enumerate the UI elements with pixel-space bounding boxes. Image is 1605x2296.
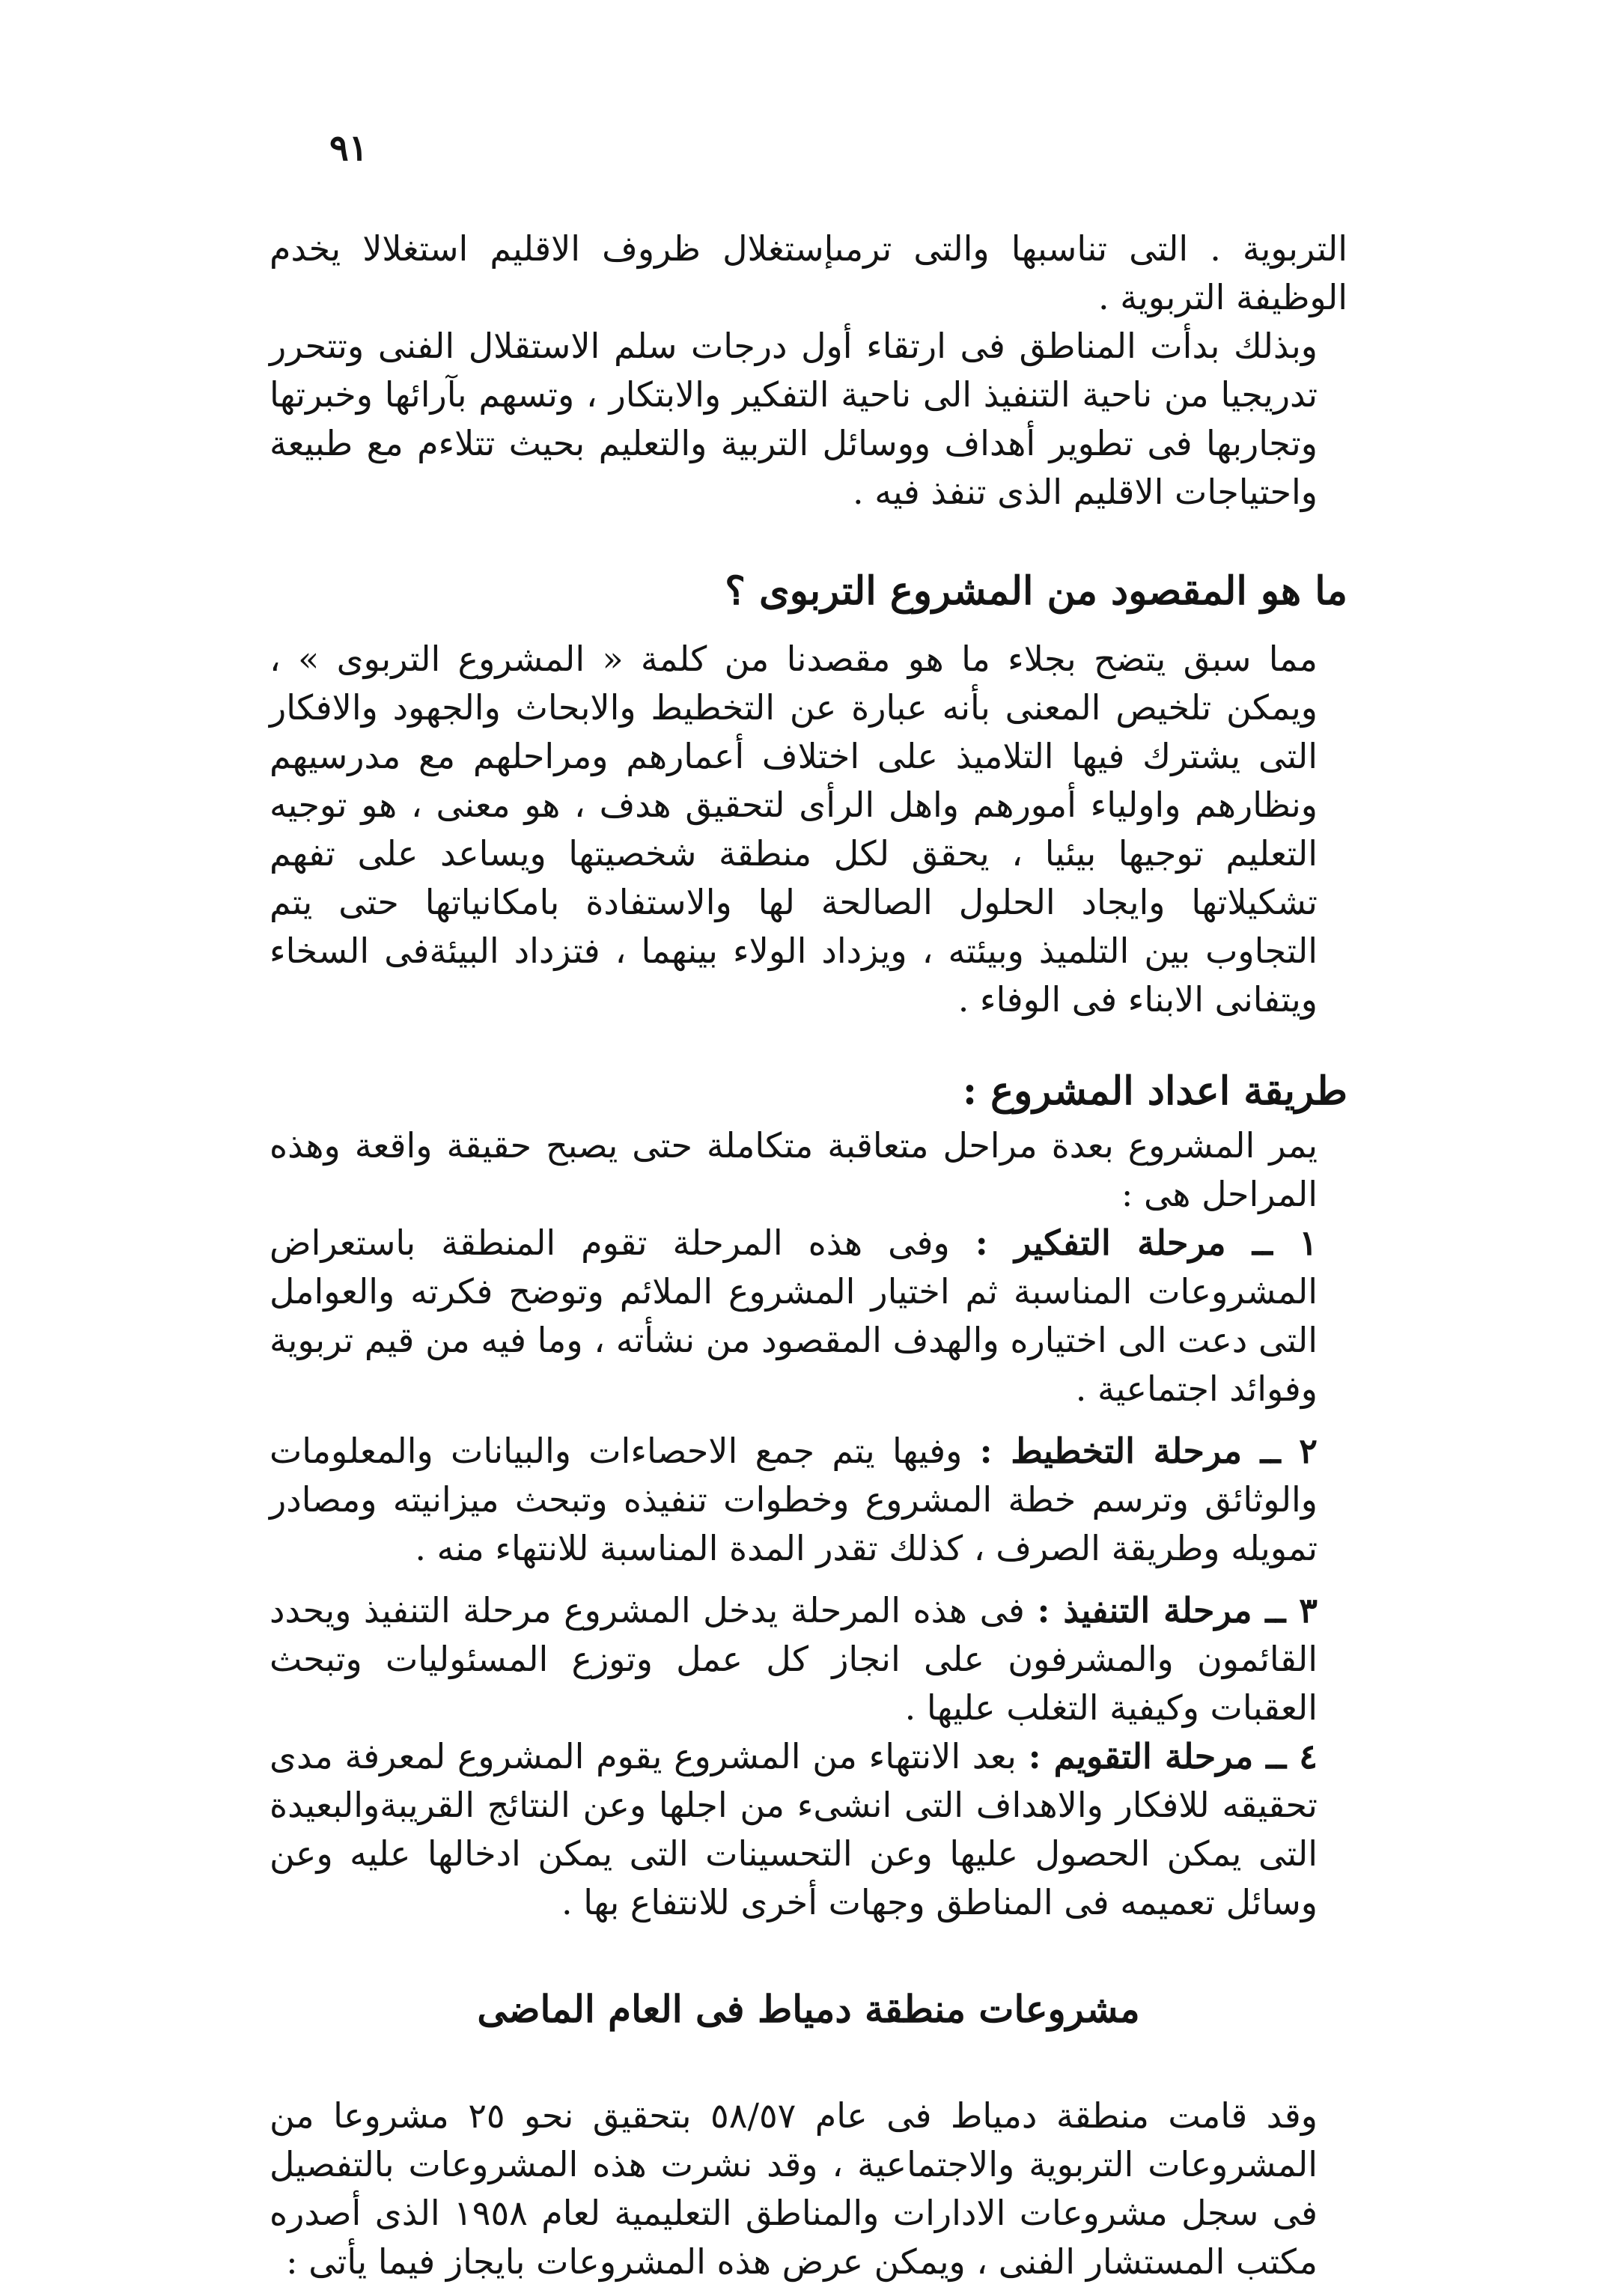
page-number: ٩١ bbox=[329, 127, 368, 169]
stage-label: ٢ ــ مرحلة التخطيط : bbox=[979, 1431, 1318, 1471]
stage-text: وفيها يتم جمع الاحصاءات والبيانات والمعلومات والوثائق وترسم خطة المشروع وخطوات تنفيذه وتبحث ميزانيته ومصادر تمويله وطريقة الصرف ، كذلك تقدر المدة المناسبة للانتهاء منه . bbox=[269, 1431, 1318, 1568]
intro-paragraph-2: وبذلك بدأت المناطق فى ارتقاء أول درجات سلم الاستقلال الفنى وتتحرر تدريجيا من ناحية التنفيذ الى ناحية التفكير والابتكار ، وتسهم بآرائها وخبرتها وتجاربها فى تطوير أهداف ووسائل التربية والتعليم بحيث تتلاءم مع طبيعة واحتياجات الاقليم الذى تنفذ فيه . bbox=[269, 326, 1318, 512]
document-page bbox=[269, 120, 1347, 2282]
intro-paragraph-1: التربوية . التى تناسبها والتى ترمىإستغلال ظروف الاقليم استغلالا يخدم الوظيفة التربوية . bbox=[269, 228, 1347, 317]
stage-thinking bbox=[269, 1219, 1347, 1413]
stage-planning bbox=[269, 1427, 1347, 1573]
question-body: مما سبق يتضح بجلاء ما هو مقصدنا من كلمة « المشروع التربوى » ، ويمكن تلخيص المعنى بأنه عبارة عن التخطيط والابحاث والجهود والافكار التى يشترك فيها التلاميذ على اختلاف أعمارهم ومراحلهم مع مدرسيهم ونظارهم واولياء أمورهم واهل الرأى لتحقيق هدف ، هو معنى ، هو توجيه التعليم توجيها بيئيا ، يحقق لكل منطقة شخصيتها ويساعد على تفهم تشكيلاتها وايجاد الحلول الصالحة لها والاستفادة بامكانياتها حتى يتم التجاوب بين التلميذ وبيئته ، ويزداد الولاء بينهما ، فتزداد البيئةفى السخاء ويتفانى الابناء فى الوفاء . bbox=[269, 639, 1318, 1020]
stage-text: وفى هذه المرحلة تقوم المنطقة باستعراض المشروعات المناسبة ثم اختيار المشروع الملائم وتوضح فكرته والعوامل التى دعت الى اختياره والهدف المقصود من نشأته ، وما فيه من قيم تربوية وفوائد اجتماعية . bbox=[269, 1222, 1318, 1409]
stage-text: فى هذه المرحلة يدخل المشروع مرحلة التنفيذ ويحدد القائمون والمشرفون على انجاز كل عمل وتوزع المسئوليات وتبحث العقبات وكيفية التغلب عليها . bbox=[269, 1590, 1318, 1728]
damietta-section-title: مشروعات منطقة دمياط فى العام الماضى bbox=[477, 1987, 1140, 2031]
stage-label: ١ ــ مرحلة التفكير : bbox=[975, 1222, 1318, 1263]
stage-label: ٤ ــ مرحلة التقويم : bbox=[1028, 1736, 1318, 1776]
question-heading: ما هو المقصود من المشروع التربوى ؟ bbox=[725, 568, 1347, 614]
stage-label: ٣ ــ مرحلة التنفيذ : bbox=[1037, 1590, 1318, 1630]
method-intro: يمر المشروع بعدة مراحل متعاقبة متكاملة حتى يصبح حقيقة واقعة وهذه المراحل هى : bbox=[269, 1125, 1318, 1214]
stage-evaluation bbox=[269, 1732, 1347, 1927]
stage-execution bbox=[269, 1586, 1347, 1732]
damietta-body: وقد قامت منطقة دمياط فى عام ٥٨/٥٧ بتحقيق نحو ٢٥ مشروعا من المشروعات التربوية والاجتماعية ، وقد نشرت هذه المشروعات بالتفصيل فى سجل مشروعات الادارات والمناطق التعليمية لعام ١٩٥٨ الذى أصدره مكتب المستشار الفنى ، ويمكن عرض هذه المشروعات بايجاز فيما يأتى : bbox=[269, 2095, 1318, 2282]
stage-text: بعد الانتهاء من المشروع يقوم المشروع لمعرفة مدى تحقيقه للافكار والاهداف التى انشىء من اجلها وعن النتائج القريبةوالبعيدة التى يمكن الحصول عليها وعن التحسينات التى يمكن ادخالها عليه وعن وسائل تعميمه فى المناطق وجهات أخرى للانتفاع بها . bbox=[269, 1736, 1318, 1922]
method-heading: طريقة اعداد المشروع : bbox=[962, 1068, 1347, 1114]
